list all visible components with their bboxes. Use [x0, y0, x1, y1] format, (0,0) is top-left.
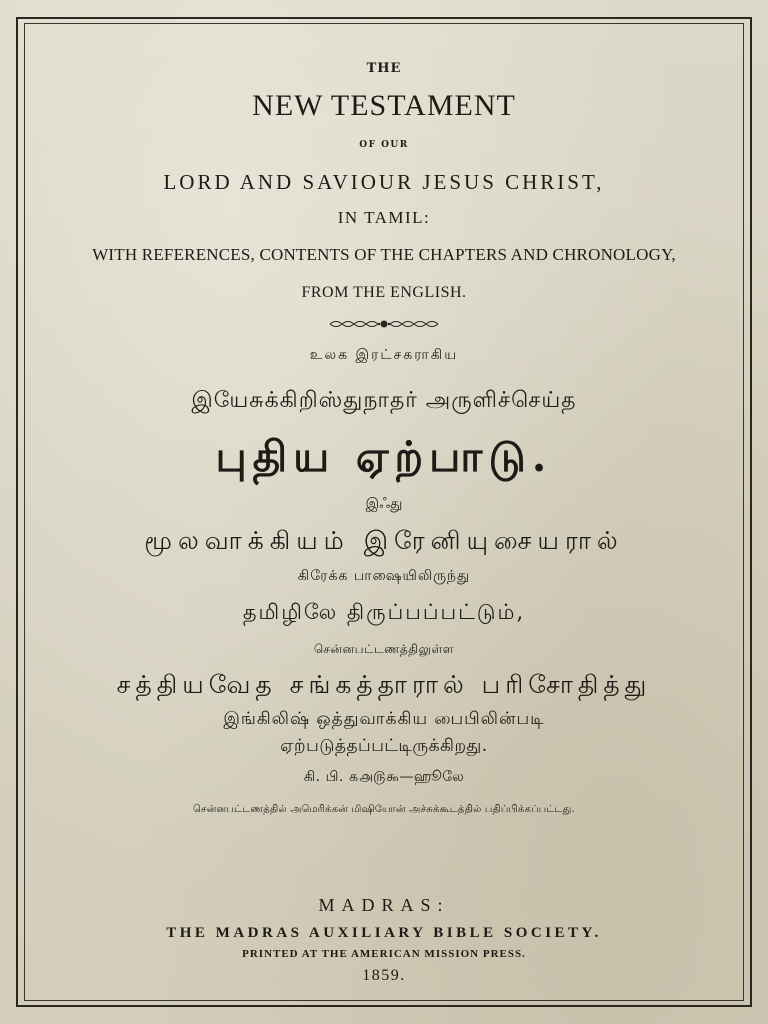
from-english-line: FROM THE ENGLISH. [301, 284, 467, 301]
the-heading: THE [366, 61, 402, 76]
book-title: NEW TESTAMENT [252, 89, 516, 122]
tamil-line-9: சத்தியவேத சங்கத்தாரால் பரிசோதித்து [116, 670, 652, 699]
tamil-line-10: இங்கிலிஷ் ஒத்துவாக்கிய பைபிலின்படி [223, 709, 545, 729]
tamil-line-5: மூலவாக்கியம் இரேனியுசையரால் [144, 526, 624, 555]
tamil-line-8: சென்னபட்டணத்திலுள்ள [313, 642, 455, 656]
tamil-line-2: இயேசுக்கிறிஸ்துநாதர் அருளிச்செய்த [191, 388, 577, 413]
tamil-line-6: கிரேக்க பாஷையிலிருந்து [297, 568, 471, 584]
imprint-printer: PRINTED AT THE AMERICAN MISSION PRESS. [242, 948, 526, 960]
tamil-main-title: புதிய ஏற்பாடு. [215, 432, 553, 481]
lord-line: LORD AND SAVIOUR JESUS CHRIST, [163, 170, 605, 194]
of-our-line: OF OUR [359, 140, 409, 150]
tamil-line-11: ஏற்படுத்தப்பட்டிருக்கிறது. [280, 736, 488, 756]
tamil-date-line: கி. பி. ௧௮௫௯—ஹூலே [303, 769, 465, 785]
tamil-line-4: இஃது [365, 496, 403, 512]
imprint-city: MADRAS: [318, 895, 450, 915]
tamil-printer-line: சென்னபட்டணத்தில் அமெரிக்கன் மிஷியோன் அச்சுக்கூடத்தில் பதிப்பிக்கப்பட்டது. [193, 804, 575, 815]
imprint-society: THE MADRAS AUXILIARY BIBLE SOCIETY. [166, 925, 602, 941]
tamil-line-1: உலக இரட்சகராகிய [309, 347, 459, 363]
tamil-line-7: தமிழிலே திருப்பப்பட்டும், [242, 600, 526, 624]
in-tamil-line: IN TAMIL: [337, 208, 431, 227]
with-references-line: WITH REFERENCES, CONTENTS OF THE CHAPTERS AND CHRONOLOGY, [92, 245, 676, 264]
decorative-ornament-icon [328, 318, 440, 330]
imprint-year: 1859. [362, 967, 406, 984]
